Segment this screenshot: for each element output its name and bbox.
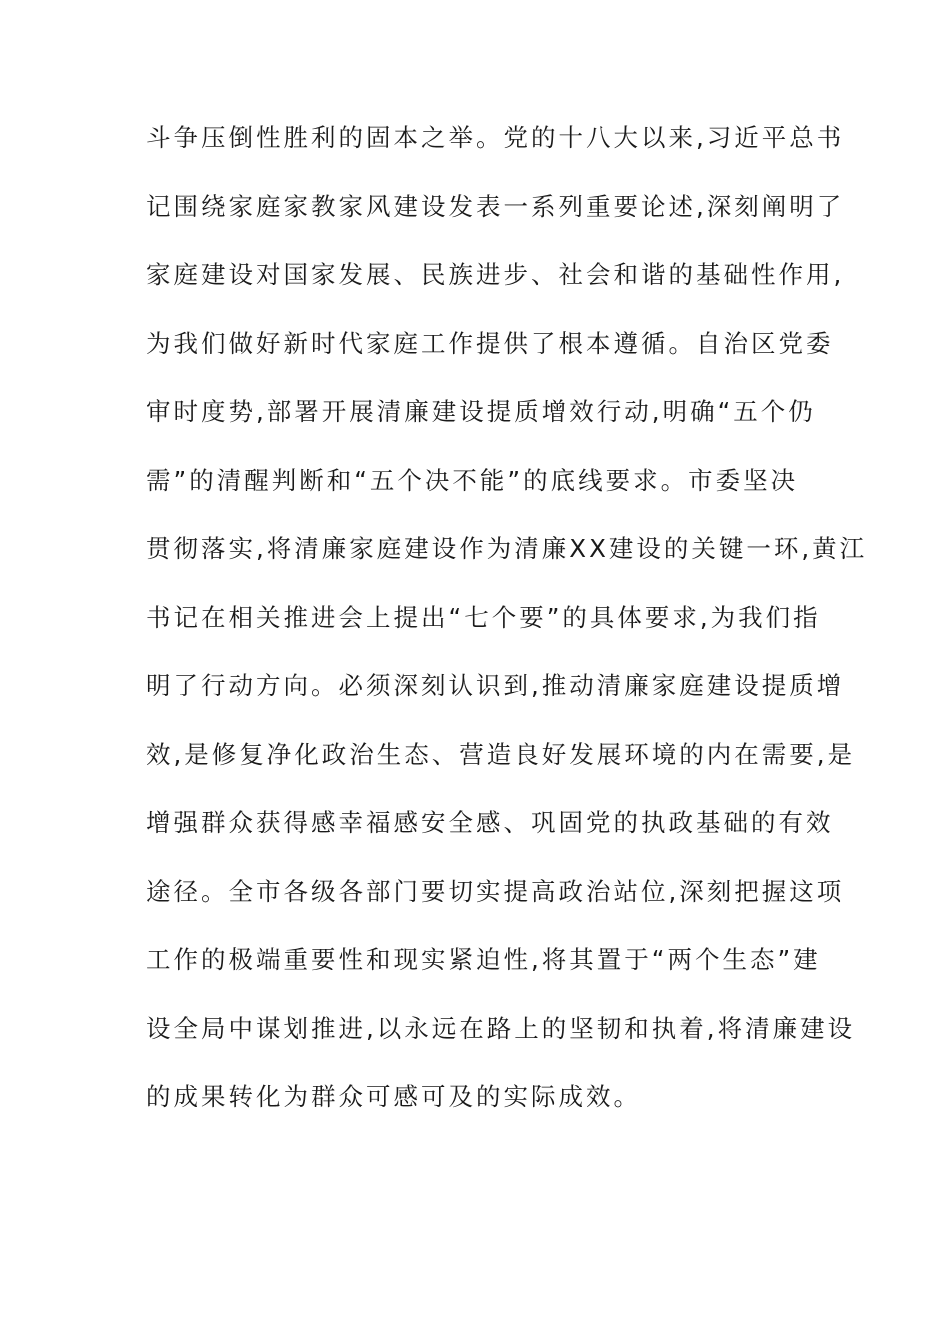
text-line: 为我们做好新时代家庭工作提供了根本遵循。自治区党委 [146, 328, 834, 358]
text-line: 工作的极端重要性和现实紧迫性,将其置于“两个生态”建 [146, 945, 821, 974]
text-line: 审时度势,部署开展清廉建设提质增效行动,明确“五个仍 [146, 397, 816, 426]
text-line: 途径。全市各级各部门要切实提高政治站位,深刻把握这项 [146, 876, 845, 906]
text-line: 斗争压倒性胜利的固本之举。党的十八大以来,习近平总书 [146, 123, 845, 152]
text-line: 增强群众获得感幸福感安全感、巩固党的执政基础的有效 [146, 808, 834, 837]
body-paragraph [146, 113, 868, 1141]
text-line: 记围绕家庭家教家风建设发表一系列重要论述,深刻阐明了 [146, 191, 845, 221]
text-line: 贯彻落实,将清廉家庭建设作为清廉XX建设的关键一环,黄江 [146, 534, 868, 563]
text-line: 效,是修复净化政治生态、营造良好发展环境的内在需要,是 [146, 739, 856, 769]
text-line: 明了行动方向。必须深刻认识到,推动清廉家庭建设提质增 [146, 671, 845, 700]
text-line: 设全局中谋划推进,以永远在路上的坚韧和执着,将清廉建设 [146, 1013, 856, 1043]
text-line: 家庭建设对国家发展、民族进步、社会和谐的基础性作用, [146, 260, 845, 289]
text-line: 需”的清醒判断和“五个决不能”的底线要求。市委坚决 [146, 465, 799, 495]
text-line: 的成果转化为群众可感可及的实际成效。 [146, 1082, 641, 1111]
text-line: 书记在相关推进会上提出“七个要”的具体要求,为我们指 [146, 602, 821, 632]
